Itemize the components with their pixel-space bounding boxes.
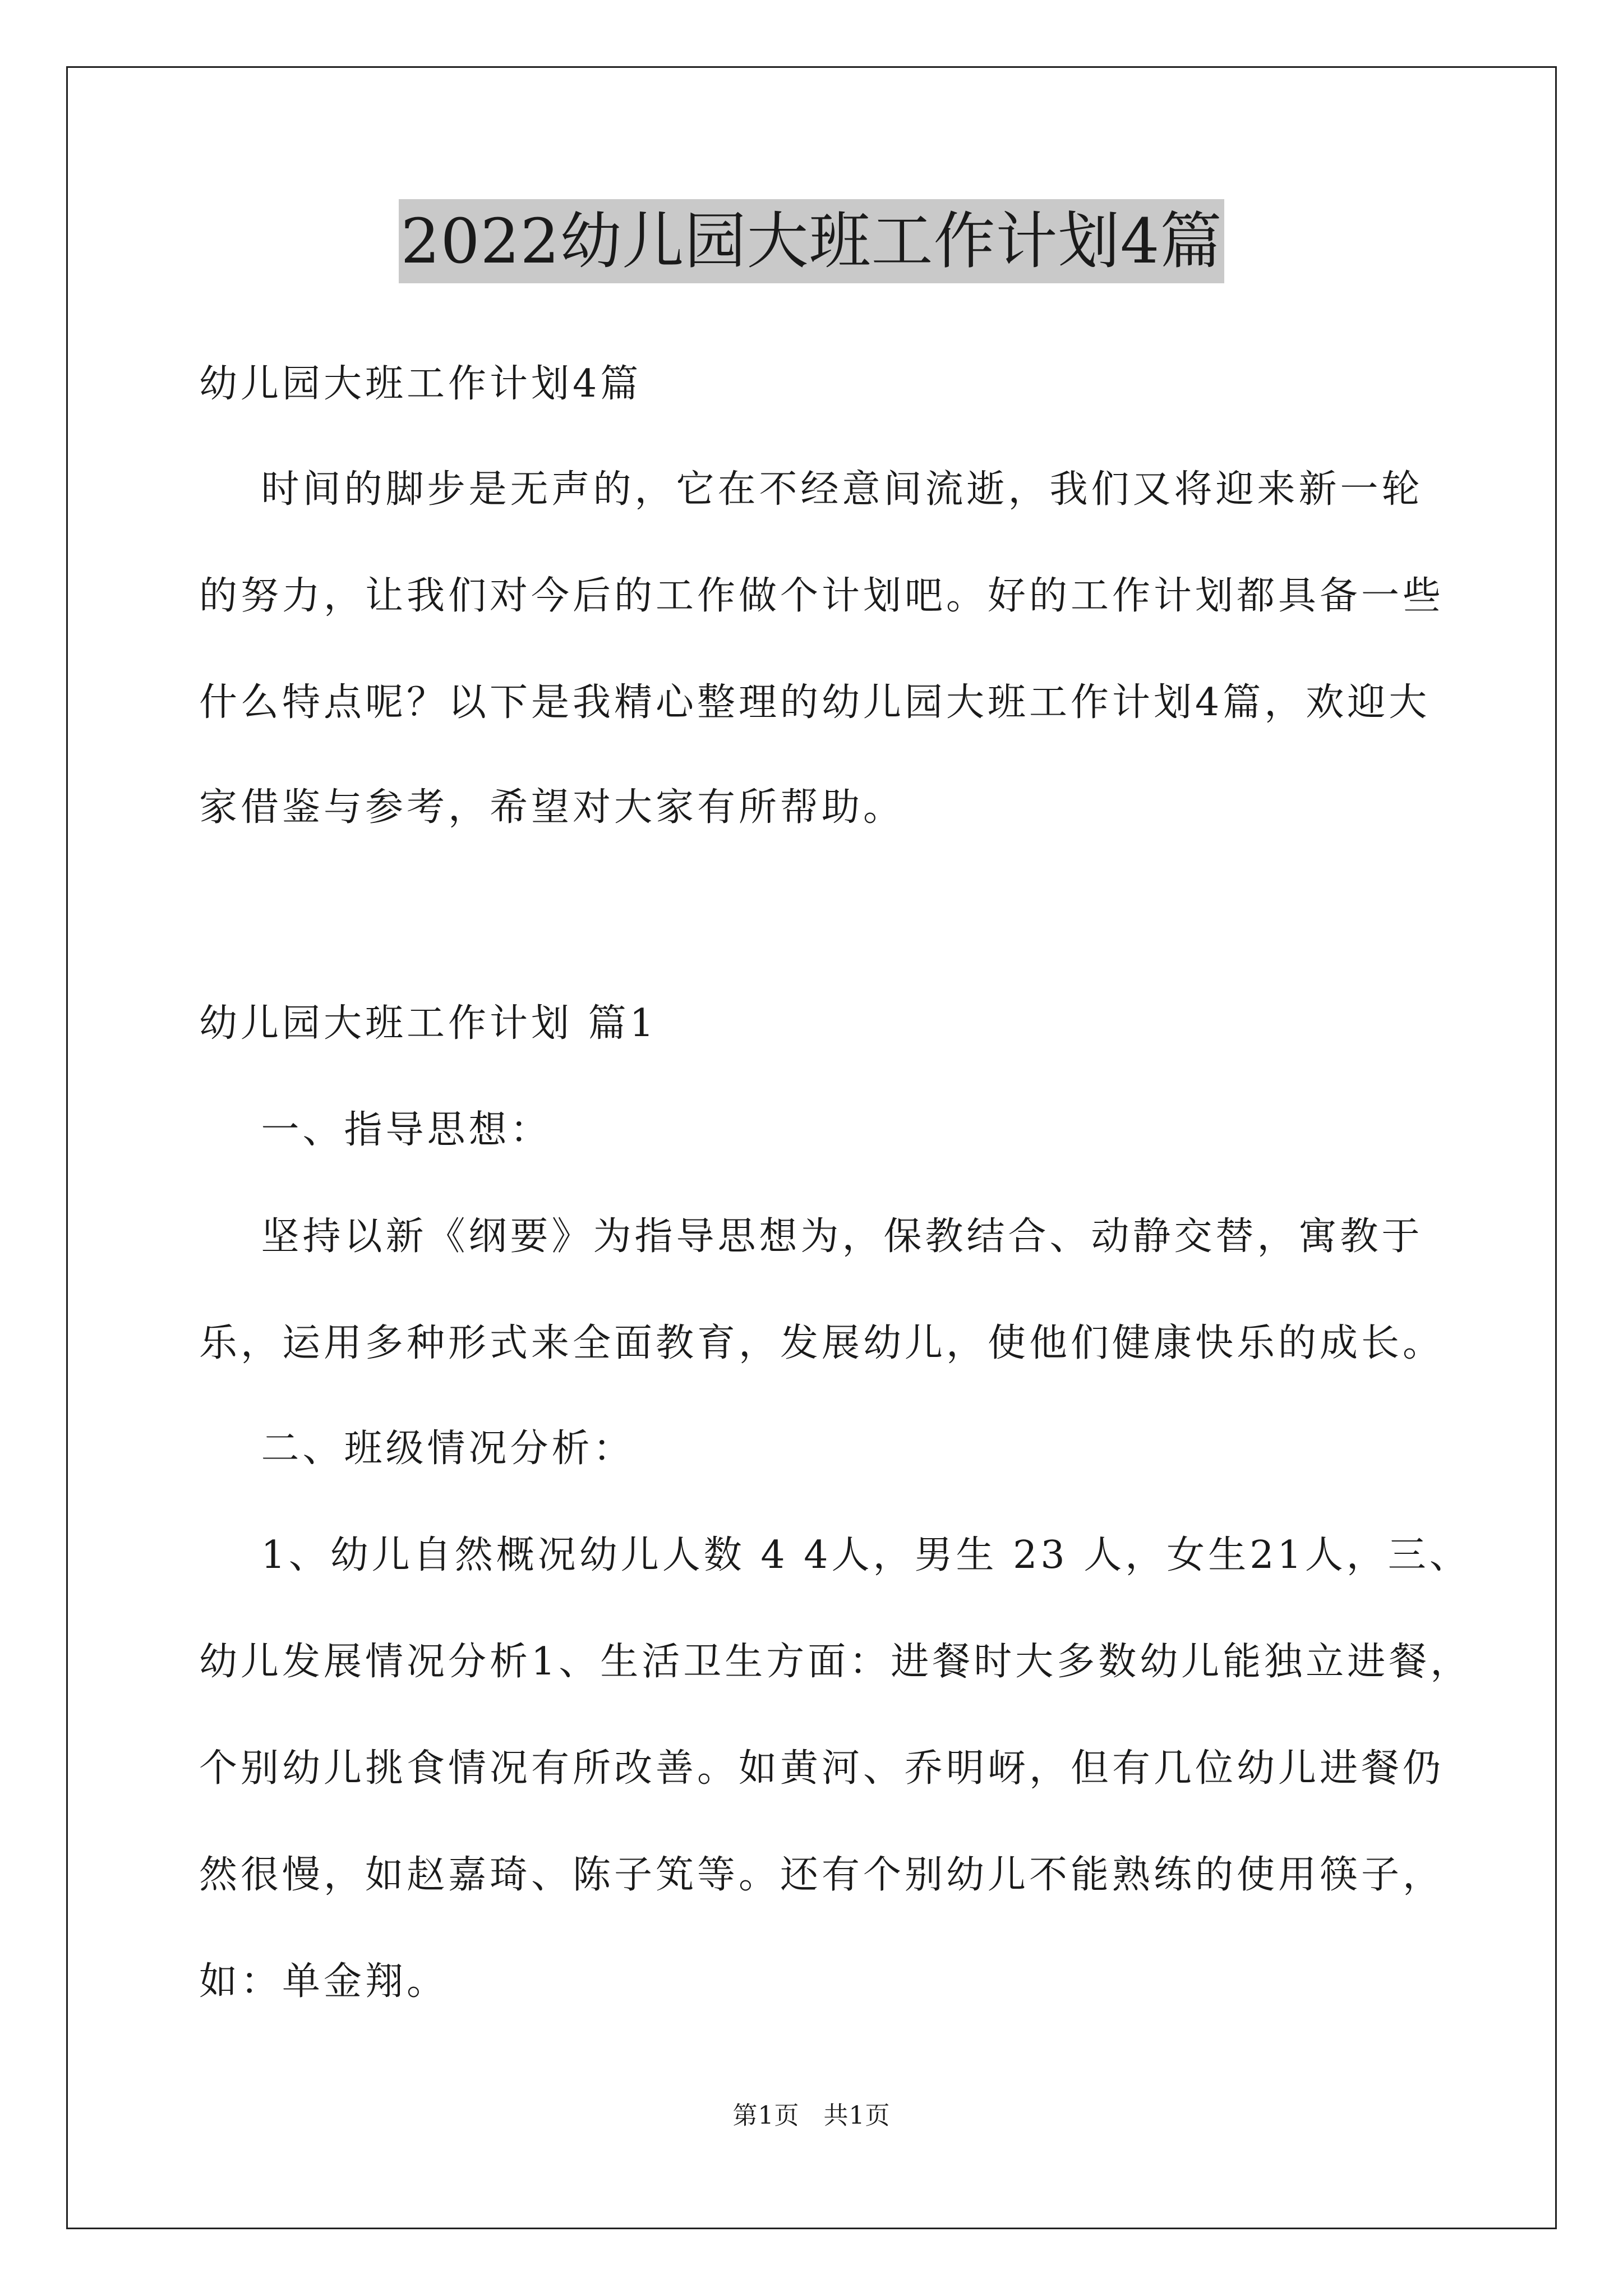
title-container <box>0 199 1623 283</box>
intro-line: 什么特点呢？以下是我精心整理的幼儿园大班工作计划4篇，欢迎大 <box>199 680 1431 725</box>
guiding-line: 乐，运用多种形式来全面教育，发展幼儿，使他们健康快乐的成长。 <box>199 1321 1445 1365</box>
document-subtitle: 幼儿园大班工作计划4篇 <box>199 362 642 406</box>
analysis-line: 然很慢，如赵嘉琦、陈子笂等。还有个别幼儿不能熟练的使用筷子， <box>199 1853 1445 1897</box>
heading-guiding-thought: 一、指导思想： <box>199 1108 552 1152</box>
guiding-line: 坚持以新《纲要》为指导思想为，保教结合、动静交替，寓教于 <box>199 1214 1423 1259</box>
intro-line: 的努力，让我们对今后的工作做个计划吧。好的工作计划都具备一些 <box>199 574 1445 618</box>
heading-class-analysis: 二、班级情况分析： <box>199 1427 635 1471</box>
page-number: 第1页 <box>732 2101 800 2130</box>
analysis-line: 个别幼儿挑食情况有所改善。如黄河、乔明岈，但有几位幼儿进餐仍 <box>199 1746 1445 1791</box>
page-footer <box>0 2095 1623 2131</box>
intro-line: 家借鉴与参考，希望对大家有所帮助。 <box>199 785 905 830</box>
analysis-line: 1、幼儿自然概况幼儿人数 4 4人，男生 23 人，女生21人，三、 <box>199 1533 1471 1577</box>
section-heading: 幼儿园大班工作计划 篇1 <box>199 1001 657 1046</box>
intro-line: 时间的脚步是无声的，它在不经意间流逝，我们又将迎来新一轮 <box>199 467 1423 512</box>
page-total: 共1页 <box>823 2101 891 2130</box>
document-title: 2022幼儿园大班工作计划4篇 <box>399 199 1225 283</box>
analysis-line: 幼儿发展情况分析1、生活卫生方面：进餐时大多数幼儿能独立进餐， <box>199 1640 1472 1684</box>
analysis-line: 如：单金翔。 <box>199 1959 449 2004</box>
